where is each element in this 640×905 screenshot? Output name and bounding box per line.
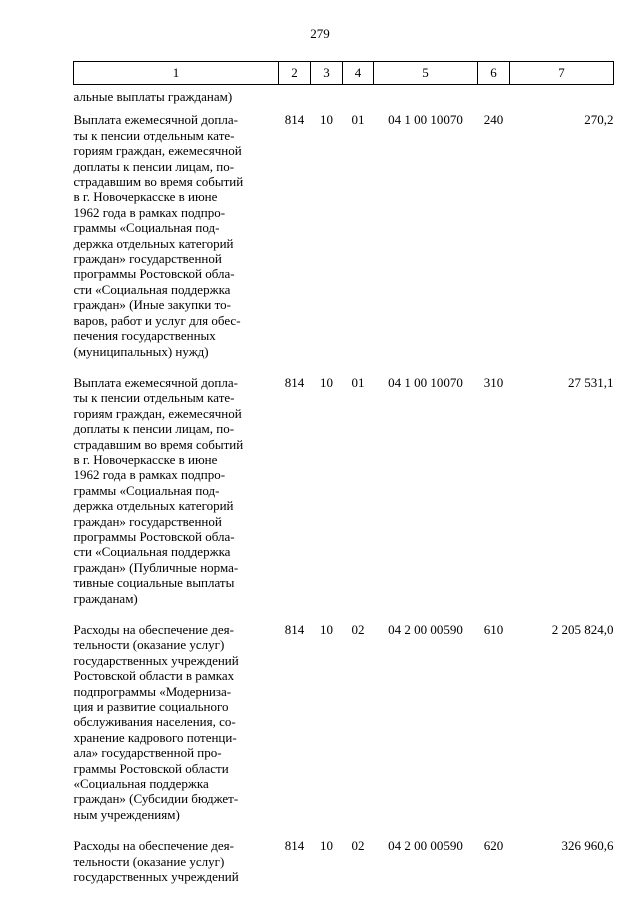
table-row	[74, 367, 614, 614]
cell-expense-type: 310	[483, 374, 504, 390]
cell-target-article: 04 1 00 10070	[388, 112, 463, 128]
continuation-text: альные выплаты гражданам)	[73, 89, 233, 104]
cell-amount: 2 205 824,0	[551, 622, 614, 637]
cell-target-article: 04 2 00 00590	[388, 622, 463, 637]
cell-subsection: 01	[351, 112, 365, 128]
cell-ministry-code: 814	[284, 112, 305, 128]
header-col-4: 4	[343, 62, 374, 85]
cell-target-article: 04 1 00 10070	[388, 374, 463, 390]
cell-ministry-code: 814	[284, 622, 305, 637]
header-col-3: 3	[311, 62, 343, 85]
header-col-6: 6	[478, 62, 510, 85]
row-description: Выплата ежемесячной допла- ты к пенсии отдельным кате- гориям граждан, ежемесячной доплаты к пенсии лицам, по- страдавшим во время событий в г. Новочеркасске в июне 1962 года в рамках подпро- граммы «Социальная под- держка отдельных категорий граждан» государственной программы Ростовской обла- сти «Социальная поддержка граждан» (Иные закупки то- варов, работ и услуг для обес- печения государственных (муниципальных) нужд)	[73, 112, 244, 359]
cell-amount: 326 960,6	[561, 838, 614, 854]
cell-ministry-code: 814	[284, 374, 305, 390]
row-description: Выплата ежемесячной допла- ты к пенсии отдельным кате- гориям граждан, ежемесячной доплаты к пенсии лицам, по- страдавшим во время событий в г. Новочеркасске в июне 1962 года в рамках подпро- граммы «Социальная под- держка отдельных категорий граждан» государственной программы Ростовской обла- сти «Социальная поддержка граждан» (Публичные норма- тивные социальные выплаты гражданам)	[73, 374, 244, 606]
cell-amount: 270,2	[584, 112, 614, 128]
header-col-7: 7	[510, 62, 614, 85]
cell-section: 10	[320, 112, 333, 128]
header-col-1: 1	[74, 62, 279, 85]
cell-ministry-code: 814	[284, 838, 305, 854]
cell-expense-type: 240	[483, 112, 504, 128]
cell-section: 10	[320, 838, 333, 854]
cell-expense-type: 610	[483, 622, 504, 637]
row-description: Расходы на обеспечение дея- тельности (оказание услуг) государственных учреждений	[73, 838, 239, 885]
cell-subsection: 02	[351, 622, 365, 637]
table-row	[74, 104, 614, 367]
page-number: 279	[310, 26, 330, 41]
table-row	[74, 830, 614, 892]
budget-table	[73, 61, 614, 893]
header-row	[74, 62, 614, 85]
cell-section: 10	[320, 374, 333, 390]
cell-amount: 27 531,1	[568, 374, 614, 390]
cell-target-article: 04 2 00 00590	[388, 838, 463, 854]
cell-subsection: 01	[351, 374, 365, 390]
table-row	[74, 614, 614, 830]
continuation-row	[74, 85, 614, 105]
cell-subsection: 02	[351, 838, 365, 854]
cell-expense-type: 620	[483, 838, 504, 854]
row-description: Расходы на обеспечение дея- тельности (оказание услуг) государственных учреждений Ростовской области в рамках подпрограммы «Модерниза- ция и развитие социального обслуживания населения, со- хранение кадрового потенци- ала» государственной про- граммы Ростовской области «Социальная поддержка граждан» (Субсидии бюджет- ным учреждениям)	[73, 622, 239, 822]
cell-section: 10	[320, 622, 333, 637]
header-col-5: 5	[374, 62, 478, 85]
header-col-2: 2	[279, 62, 311, 85]
